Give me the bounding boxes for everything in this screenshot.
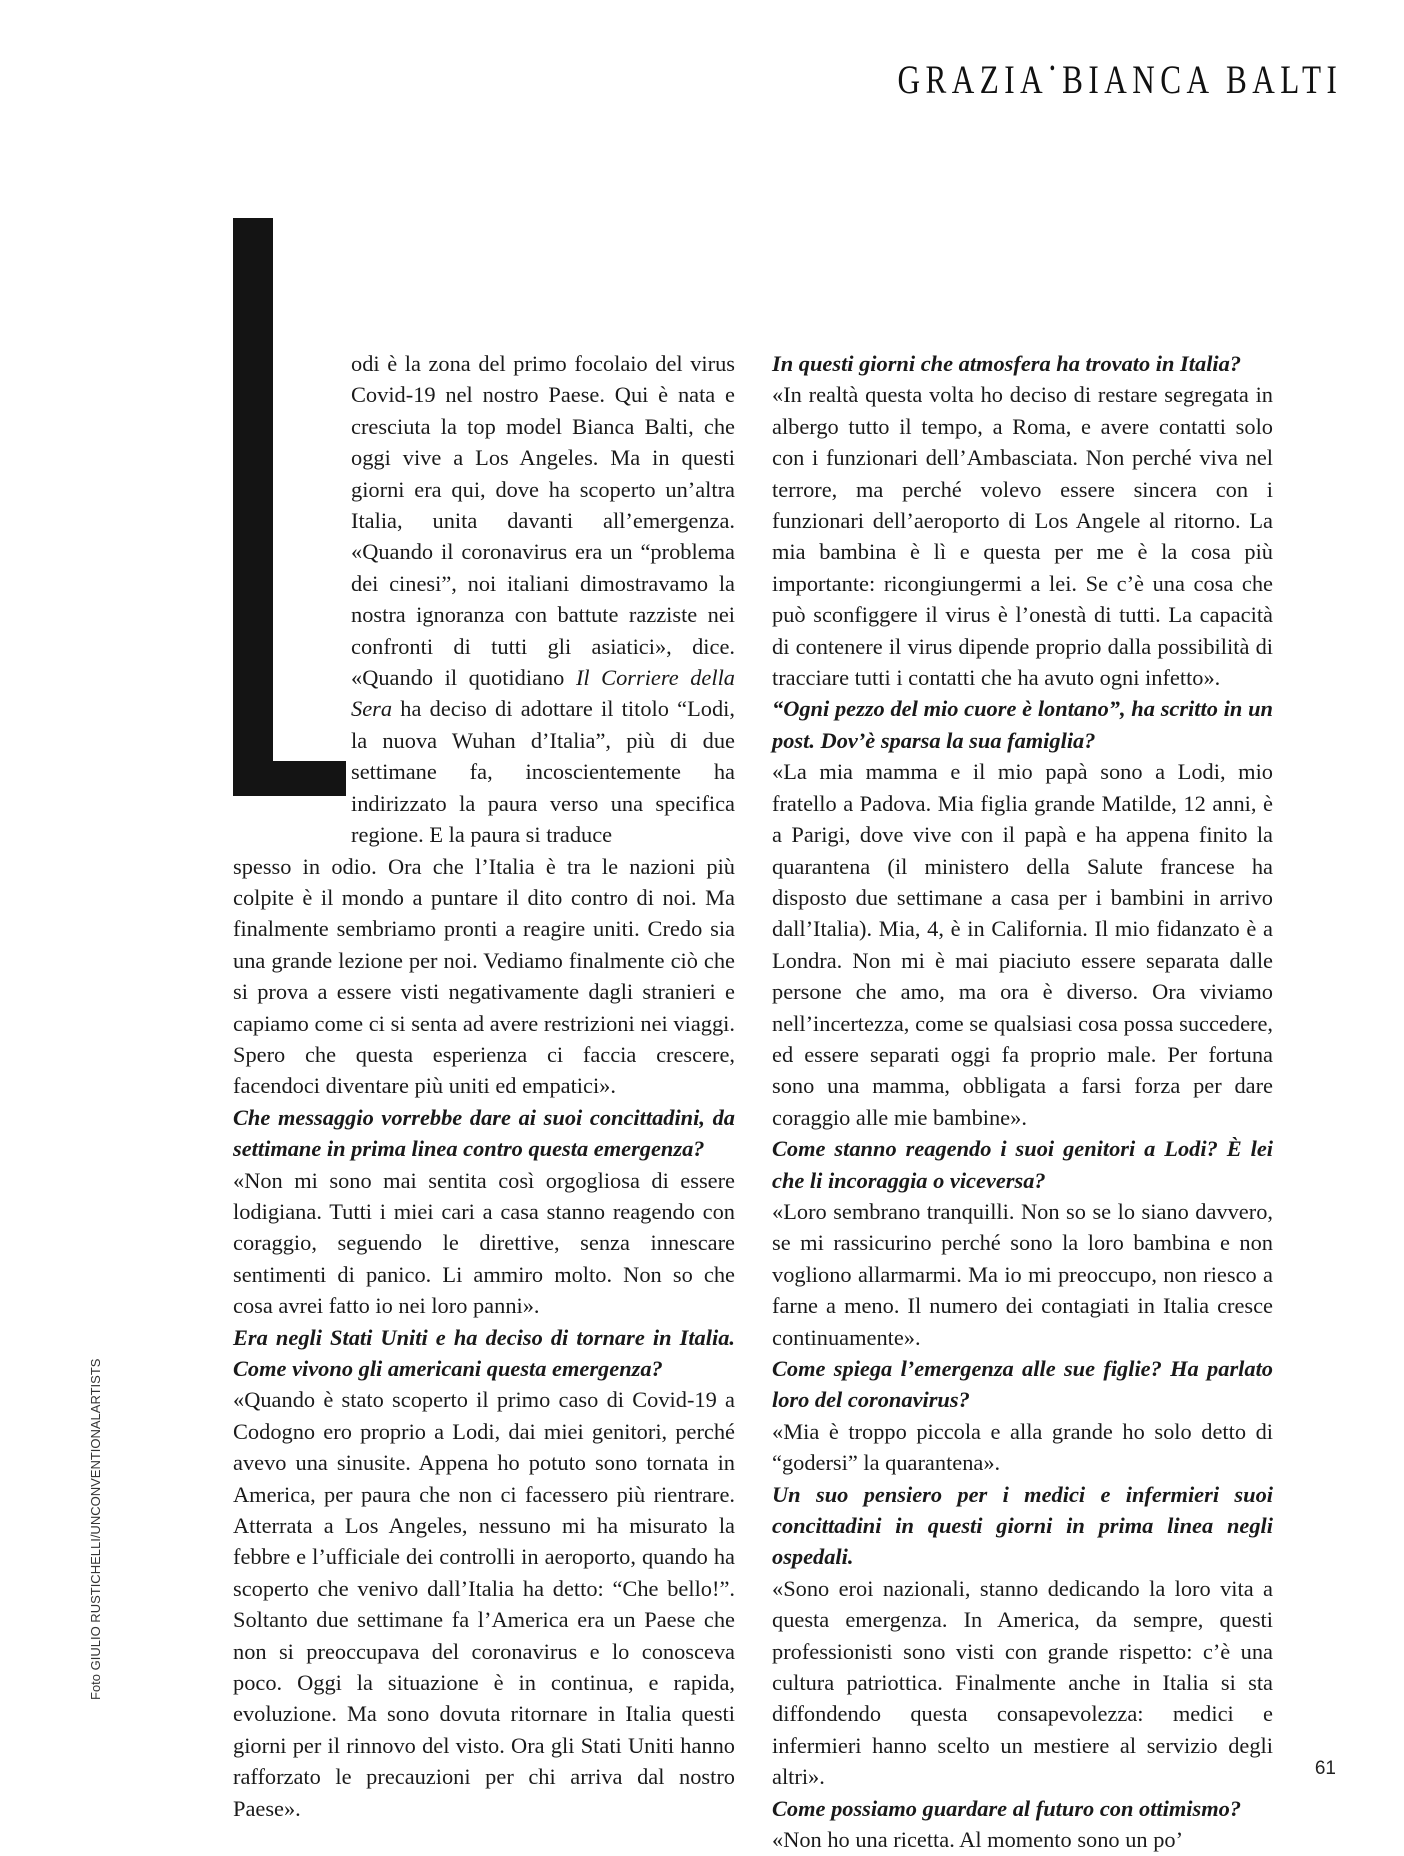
answer: «La mia mamma e il mio papà sono a Lodi, mio fratello a Padova. Mia figlia grande Matilde, 12 anni, è a Parigi, dove vive con il papà e ha appena finito la quarantena (il ministero della Salute francese ha disposto due settimane a casa per i bambini in arrivo dall’Italia). Mia, 4, è in California. Il mio fidanzato è a Londra. Non mi è mai piaciuto essere separata dalle persone che amo, ma ora è diverso. Ora viviamo nell’incertezza, come se qualsiasi cosa possa succedere, ed essere separati oggi fa proprio male. Per fortuna sono una mamma, obbligata a farsi forza per dare coraggio alle mie bambine».: [772, 759, 1273, 1130]
page-number: 61: [1314, 1758, 1336, 1779]
intro-paragraph: [233, 348, 735, 851]
question: Come possiamo guardare al futuro con ottimismo?: [772, 1795, 1242, 1821]
answer: «In realtà questa volta ho deciso di restare segregata in albergo tutto il tempo, a Roma, e avere contatti solo con i funzionari dell’Ambasciata. Non perché viva nel terrore, ma perché volevo essere sincera con i funzionari dell’aeroporto di Los Angele al ritorno. La mia bambina è lì e questa per me è la cosa più importante: ricongiungermi a lei. Se c’è una cosa che può sconfiggere il virus è l’onestà di tutti. La capacità di contenere il virus dipende proprio dalla possibilità di tracciare tutti i contatti che ha avuto ogni infetto».: [772, 382, 1273, 691]
answer: «Sono eroi nazionali, stanno dedicando la loro vita a questa emergenza. In America, da sempre, questi professionisti sono visti con grande rispetto: c’è una cultura patriottica. Finalmente anche in Italia si sta diffondendo questa consapevolezza: medici e infermieri hanno scelto un mestiere al servizio degli altri».: [772, 1575, 1273, 1790]
question: Un suo pensiero per i medici e infermieri suoi concittadini in questi giorni in prima linea negli ospedali.: [772, 1481, 1273, 1570]
article-column-right: [772, 348, 1273, 1856]
answer: «Quando è stato scoperto il primo caso di Covid-19 a Codogno ero proprio a Lodi, dai miei genitori, perché avevo una sinusite. Appena ho potuto sono tornata in America, per paura che non ci facessero più rientrare. Atterrata a Los Angeles, nessuno mi ha misurato la febbre e l’ufficiale dei controlli in aeroporto, quando ha scoperto che venivo dall’Italia ha detto: “Che bello!”. Soltanto due settimane fa l’America era un Paese che non si preoccupava del coronavirus e lo conosceva poco. Oggi la situazione è in continua, e rapida, evoluzione. Ma sono dovuta ritornare in Italia questi giorni per il rinnovo del visto. Ora gli Stati Uniti hanno rafforzato le precauzioni per chi arriva dal nostro Paese».: [233, 1387, 735, 1821]
intro-text-end: ha deciso di adottare il titolo “Lodi, la nuova Wuhan d’Italia”, più di due settimane fa, incoscientemente ha indirizzato la paura verso una specifica regione. E la paura si traduce: [351, 696, 735, 848]
question: Era negli Stati Uniti e ha deciso di tornare in Italia. Come vivono gli americani questa emergenza?: [233, 1324, 735, 1381]
article-column-left: [233, 348, 735, 1824]
answer: «Loro sembrano tranquilli. Non so se lo siano davvero, se mi rassicurino perché sono la loro bambina e non vogliono allarmarmi. Ma io mi preoccupo, non riesco a farne a meno. Il numero dei contagiati in Italia cresce continuamente».: [772, 1198, 1273, 1350]
newspaper-name: Il Corriere della Sera: [351, 665, 736, 722]
answer: «Mia è troppo piccola e alla grande ho solo detto di “godersi” la quarantena».: [772, 1418, 1273, 1476]
intro-continued: spesso in odio. Ora che l’Italia è tra le nazioni più colpite è il mondo a puntare il dito contro di noi. Ma finalmente sembriamo pronti a reagire uniti. Credo sia una grande lezione per noi. Vediamo finalmente ciò che si prova a essere visti negativamente dagli stranieri e capiamo come ci si senta ad avere restrizioni nei viaggi. Spero che questa esperienza ci faccia crescere, facendoci diventare più uniti ed empatici».: [233, 853, 735, 1099]
question: Che messaggio vorrebbe dare ai suoi concittadini, da settimane in prima linea contro questa emergenza?: [233, 1104, 735, 1162]
magazine-header: [897, 56, 1342, 103]
question: “Ogni pezzo del mio cuore è lontano”, ha scritto in un post. Dov’è sparsa la sua famiglia?: [772, 696, 1273, 753]
question: In questi giorni che atmosfera ha trovato in Italia?: [772, 351, 1242, 376]
photo-credit: Foto GIULIO RUSTICHELLI/UNCONVENTIONALARTISTS: [88, 1358, 103, 1700]
magazine-name: GRAZIA: [897, 57, 1048, 102]
question: Come stanno reagendo i suoi genitori a Lodi? È lei che li incoraggia o viceversa?: [772, 1136, 1273, 1193]
header-separator: •: [1049, 58, 1061, 80]
header-subject: BIANCA BALTI: [1061, 57, 1342, 102]
answer: «Non mi sono mai sentita così orgogliosa di essere lodigiana. Tutti i miei cari a casa stanno reagendo con coraggio, seguendo le direttive, senza innescare sentimenti di panico. Li ammiro molto. Non so che cosa avrei fatto io nei loro panni».: [233, 1167, 735, 1319]
question: Come spiega l’emergenza alle sue figlie? Ha parlato loro del coronavirus?: [772, 1356, 1273, 1413]
answer: «Non ho una ricetta. Al momento sono un po’: [772, 1827, 1184, 1853]
intro-text: odi è la zona del primo focolaio del virus Covid-19 nel nostro Paese. Qui è nata e cresciuta la top model Bianca Balti, che oggi vive a Los Angeles. Ma in questi giorni era qui, dove ha scoperto un’altra Italia, unita davanti all’emergenza. «Quando il coronavirus era un “problema dei cinesi”, noi italiani dimostravamo la nostra ignoranza con battute razziste nei confronti di tutti gli asiatici», dice. «Quando il quotidiano: [351, 351, 735, 691]
